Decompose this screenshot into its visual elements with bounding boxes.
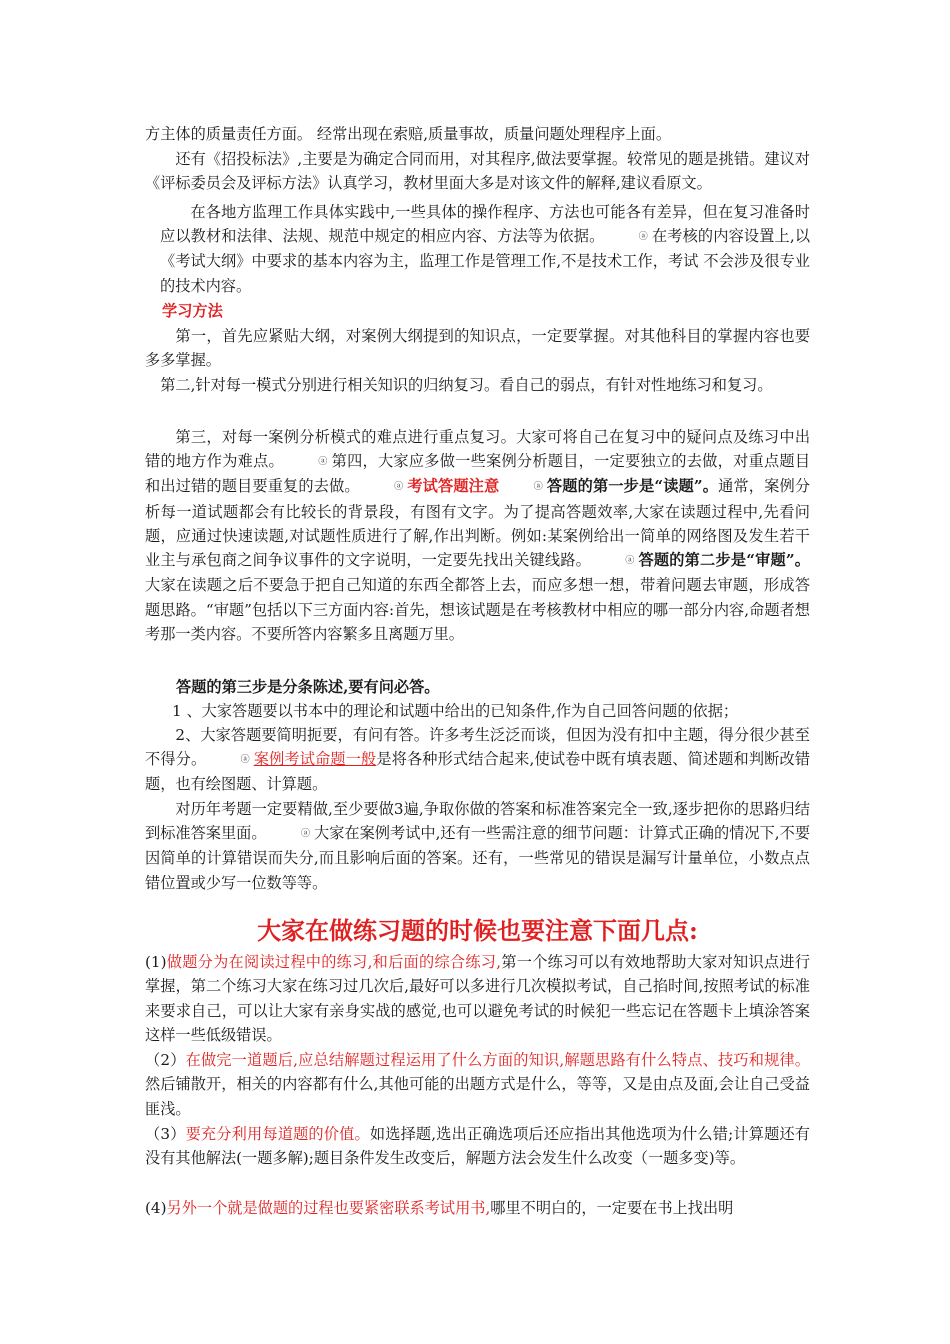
paragraph-method-first: 第一，首先应紧贴大纲，对案例大纲提到的知识点，一定要掌握。对其他科目的掌握内容也要多多掌握。 bbox=[145, 327, 810, 370]
paragraph-past-exams: 对历年考题一定要精做,至少要做3遍,争取你做的答案和标准答案完全一致,逐步把你的思路归结到标准答案里面。 ⓐ 大家在案例考试中,还有一些需注意的细节问题：计算式正确的情况下,不要因简单的计算错误而失分,而且影响后面的答案。还有，一些常见的错误是漏写计量单位，小数点点错位置或少写一位数等等。 bbox=[145, 800, 811, 892]
step-three-item-1: 1 、大家答题要以书本中的理论和试题中给出的已知条件,作为自己回答问题的依据； bbox=[172, 702, 739, 720]
section-title: 大家在做练习题的时候也要注意下面几点: bbox=[257, 916, 698, 945]
tip-item-2: （2）在做完一道题后,应总结解题过程运用了什么方面的知识,解题思路有什么特点、技巧和规律。然后铺散开，相关的内容都有什么,其他可能的出题方式是什么，等等，又是由点及面,会让自己受益匪浅。 bbox=[145, 1051, 810, 1118]
paragraph-mark-icon: ⓐ bbox=[394, 482, 404, 493]
case-exam-highlight: 案例考试命题一般 bbox=[253, 750, 377, 769]
step-three-heading: 答题的第三步是分条陈述,要有问必答。 bbox=[176, 678, 440, 696]
tip-item-3: （3）要充分利用每道题的价值。如选择题,选出正确选项后还应指出其他选项为什么错;计算题还有没有其他解法(一题多解);题目条件发生改变后，解题方法会发生什么改变（一题多变)等。 bbox=[145, 1125, 810, 1168]
step-three-item-2: 2、大家答题要简明扼要，有问有答。许多考生泛泛而谈，但因为没有扣中主题，得分很少甚至不得分。 ⓐ 案例考试命题一般是将各种形式结合起来,使试卷中既有填表题、简述题和判断改错题，也有绘图题、计算题。 bbox=[145, 726, 811, 794]
paragraph-mark-icon: ⓐ bbox=[533, 482, 543, 493]
paragraph-mark-icon: ⓐ bbox=[300, 829, 310, 840]
tip-item-4: (4)另外一个就是做题的过程也要紧密联系考试用书,哪里不明白的，一定要在书上找出明 bbox=[145, 1199, 734, 1217]
paragraph-method-second: 第二,针对每一模式分别进行相关知识的归纳复习。看自己的弱点，有针对性地练习和复习。 bbox=[160, 376, 773, 394]
exam-answer-notes-heading: 考试答题注意 bbox=[407, 477, 500, 496]
paragraph-quality-responsibility: 方主体的质量责任方面。 经常出现在索赔,质量事故，质量问题处理程序上面。 bbox=[145, 125, 672, 143]
paragraph-mark-icon: ⓐ bbox=[240, 755, 250, 766]
paragraph-mark-icon: ⓐ bbox=[638, 232, 648, 243]
paragraph-method-third: 第三，对每一案例分析模式的难点进行重点复习。大家可将自己在复习中的疑问点及练习中出错的地方作为难点。 ⓐ 第四，大家应多做一些案例分析题目，一定要独立的去做，对重点题目和出过错的题目要重复的去做。 ⓐ 考试答题注意 ⓐ 答题的第一步是“读题”。通常，案例分析每一道试题都会有比较长的背景段，有图有文字。为了提高答题效率,大家在读题过程中,先看问题，应通过快速读题,对试题性质进行了解,作出判断。例如:某案例给出一简单的网络图及发生若干业主与承包商之间争议事件的文字说明，一定要先找出关键线路。 ⓐ 答题的第二步是“审题”。大家在读题之后不要急于把自己知道的东西全都答上去，而应多想一想，带着问题去审题，形成答题思路。“审题”包括以下三方面内容:首先，想该试题是在考核教材中相应的哪一部分内容,命题者想考那一类内容。不要所答内容繁多且离题万里。 bbox=[145, 428, 811, 643]
step-two-heading: 答题的第二步是“审题”。 bbox=[638, 551, 810, 570]
heading-study-method: 学习方法 bbox=[162, 302, 223, 320]
paragraph-mark-icon: ⓐ bbox=[318, 457, 328, 468]
step-one-heading: 答题的第一步是“读题”。 bbox=[546, 477, 719, 496]
paragraph-bidding-law: 还有《招投标法》,主要是为确定合同而用，对其程序,做法要掌握。较常见的题是挑错。建议对《评标委员会及评标方法》认真学习，教材里面大多是对该文件的解释,建议看原文。 bbox=[145, 150, 810, 193]
tip-item-1: (1)做题分为在阅读过程中的练习,和后面的综合练习,第一个练习可以有效地帮助大家对知识点进行掌握，第二个练习大家在练习过几次后,最好可以多进行几次模拟考试，自己掐时间,按照考试的标准来要求自己，可以让大家有亲身实战的感觉,也可以避免考试的时候犯一些忘记在答题卡上填涂答案这样一些低级错误。 bbox=[145, 953, 811, 1044]
paragraph-local-practice: 在各地方监理工作具体实践中,一些具体的操作程序、方法也可能各有差异，但在复习准备时应以教材和法律、法规、规范中规定的相应内容、方法等为依据。 ⓐ 在考核的内容设置上,以《考试大纲》中要求的基本内容为主，监理工作是管理工作,不是技术工作，考试 不会涉及很专业的技术内容。 bbox=[160, 203, 811, 295]
paragraph-mark-icon: ⓐ bbox=[625, 556, 635, 567]
